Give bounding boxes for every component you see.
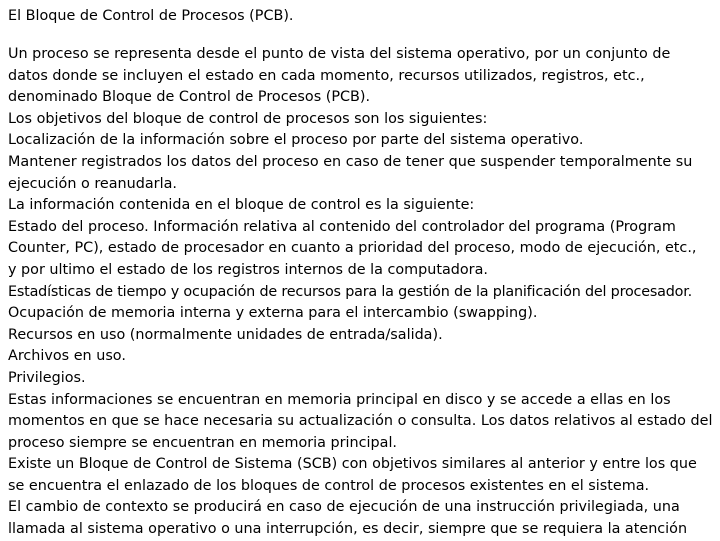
text-line: Los objetivos del bloque de control de procesos son los siguientes: [8,110,488,127]
document-title: El Bloque de Control de Procesos (PCB). [8,8,294,24]
text-line: Privilegios. [8,369,86,386]
document-body [8,44,716,541]
text-line: Un proceso se representa desde el punto de vista del sistema operativo, por un conjunto de [8,46,671,62]
text-line: Estadísticas de tiempo y ocupación de recursos para la gestión de la planificación del procesador. [8,283,693,300]
text-line: Mantener registrados los datos del proceso en caso de tener que suspender temporalmente su [8,153,693,170]
text-line: llamada al sistema operativo o una interrupción, es decir, siempre que se requiera la atención [8,521,688,538]
text-line: denominado Bloque de Control de Procesos (PCB). [8,89,371,106]
text-line: se encuentra el enlazado de los bloques de control de procesos existentes en el sistema. [8,477,650,494]
text-line: Localización de la información sobre el proceso por parte del sistema operativo. [8,132,584,149]
text-line: y por ultimo el estado de los registros internos de la computadora. [8,261,488,278]
text-line: Ocupación de memoria interna y externa para el intercambio (swapping). [8,305,538,322]
document-page [8,4,716,541]
text-line: proceso siempre se encuentran en memoria principal. [8,434,398,451]
text-line: datos donde se incluyen el estado en cada momento, recursos utilizados, registros, etc., [8,67,645,84]
text-line: momentos en que se hace necesaria su actualización o consulta. Los datos relativos al estado del [8,413,713,430]
spacer [8,28,716,44]
text-line: Counter, PC), estado de procesador en cuanto a prioridad del proceso, modo de ejecución, etc., [8,240,697,257]
text-line: Existe un Bloque de Control de Sistema (SCB) con objetivos similares al anterior y entre los que [8,456,697,473]
text-line: Archivos en uso. [8,348,126,365]
text-line: El cambio de contexto se producirá en caso de ejecución de una instrucción privilegiada, una [8,499,680,516]
text-line: ejecución o reanudarla. [8,175,177,192]
text-line: Estas informaciones se encuentran en memoria principal en disco y se accede a ellas en los [8,391,671,408]
text-line: La información contenida en el bloque de control es la siguiente: [8,197,475,214]
text-line: Estado del proceso. Información relativa al contenido del controlador del programa (Program [8,218,676,235]
text-line: Recursos en uso (normalmente unidades de entrada/salida). [8,326,443,343]
